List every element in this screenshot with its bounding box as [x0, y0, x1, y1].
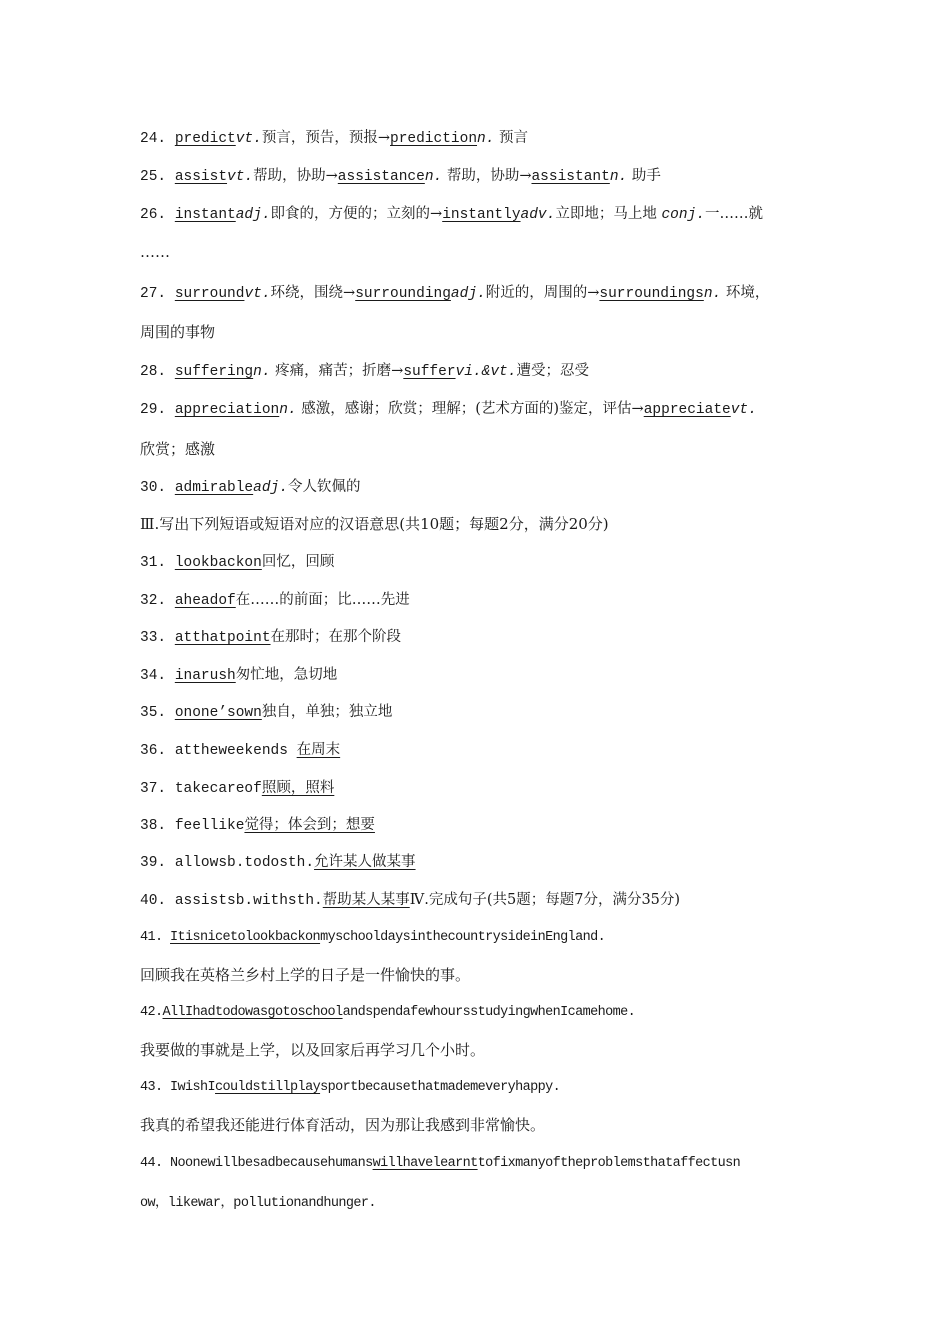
phrase-item-36: 36. attheweekends 在周末: [140, 742, 341, 759]
sentence-41-translation: 回顾我在英格兰乡村上学的日子是一件愉快的事。: [140, 966, 471, 984]
vocab-item-30: 30. admirableadj.令人钦佩的: [140, 479, 361, 496]
phrase-item-34: 34. inarush匆忙地，急切地: [140, 667, 338, 684]
sentence-item-44-continued: ow，likewar，pollutionandhunger.: [140, 1196, 376, 1211]
vocab-item-26: 26. instantadj.即食的，方便的；立刻的→instantlyadv.立即地；马上地 conj.一……就: [140, 206, 763, 223]
phrase-item-33: 33. atthatpoint在那时；在那个阶段: [140, 629, 402, 646]
phrase-item-31: 31. lookbackon回忆，回顾: [140, 554, 335, 571]
vocab-item-26-continued: ……: [140, 243, 170, 261]
phrase-item-39: 39. allowsb.todosth.允许某人做某事: [140, 854, 416, 871]
sentence-43-translation: 我真的希望我还能进行体育活动，因为那让我感到非常愉快。: [140, 1116, 546, 1134]
vocab-item-24: 24. predictvt.预言，预告，预报→predictionn. 预言: [140, 130, 529, 147]
vocab-item-29: 29. appreciationn. 感激，感谢；欣赏；理解；(艺术方面的)鉴定，评估→appreciatevt.: [140, 401, 757, 418]
vocab-item-28: 28. sufferingn. 疼痛，痛苦；折磨→suffervi.&vt.遭受；忍受: [140, 363, 589, 380]
vocab-item-27: 27. surroundvt.环绕，围绕→surroundingadj.附近的，周围的→surroundingsn. 环境，: [140, 285, 770, 302]
phrase-item-35: 35. onone’sown独自，单独；独立地: [140, 704, 393, 721]
phrase-item-37: 37. takecareof照顾，照料: [140, 780, 335, 797]
sentence-item-44: 44. Noonewillbesadbecausehumanswillhavelearnttofixmanyoftheproblemsthataffectusn: [140, 1156, 741, 1171]
section-4-heading: Ⅳ.完成句子(共5题；每题7分，满分35分): [409, 892, 681, 908]
vocab-item-27-continued: 周围的事物: [140, 323, 216, 341]
sentence-item-43: 43. IwishIcouldstillplaysportbecausethatmademeveryhappy.: [140, 1080, 561, 1095]
sentence-item-42: 42.AllIhadtodowasgotoschoolandspendafewhoursstudyingwhenIcamehome.: [140, 1005, 636, 1020]
vocab-item-25: 25. assistvt.帮助，协助→assistancen. 帮助，协助→assistantn. 助手: [140, 168, 661, 185]
section-3-heading: Ⅲ.写出下列短语或短语对应的汉语意思(共10题；每题2分，满分20分): [140, 515, 609, 533]
phrase-item-38: 38. feellike觉得；体会到；想要: [140, 817, 375, 834]
sentence-42-translation: 我要做的事就是上学，以及回家后再学习几个小时。: [140, 1041, 486, 1059]
vocab-item-29-continued: 欣赏；感激: [140, 440, 216, 458]
phrase-item-32: 32. aheadof在……的前面；比……先进: [140, 592, 410, 609]
sentence-item-41: 41. ItisnicetolookbackonmyschooldaysinthecountrysideinEngland.: [140, 930, 606, 945]
phrase-item-40: 40. assistsb.withsth.帮助某人某事Ⅳ.完成句子(共5题；每题7分，满分35分): [140, 892, 681, 909]
